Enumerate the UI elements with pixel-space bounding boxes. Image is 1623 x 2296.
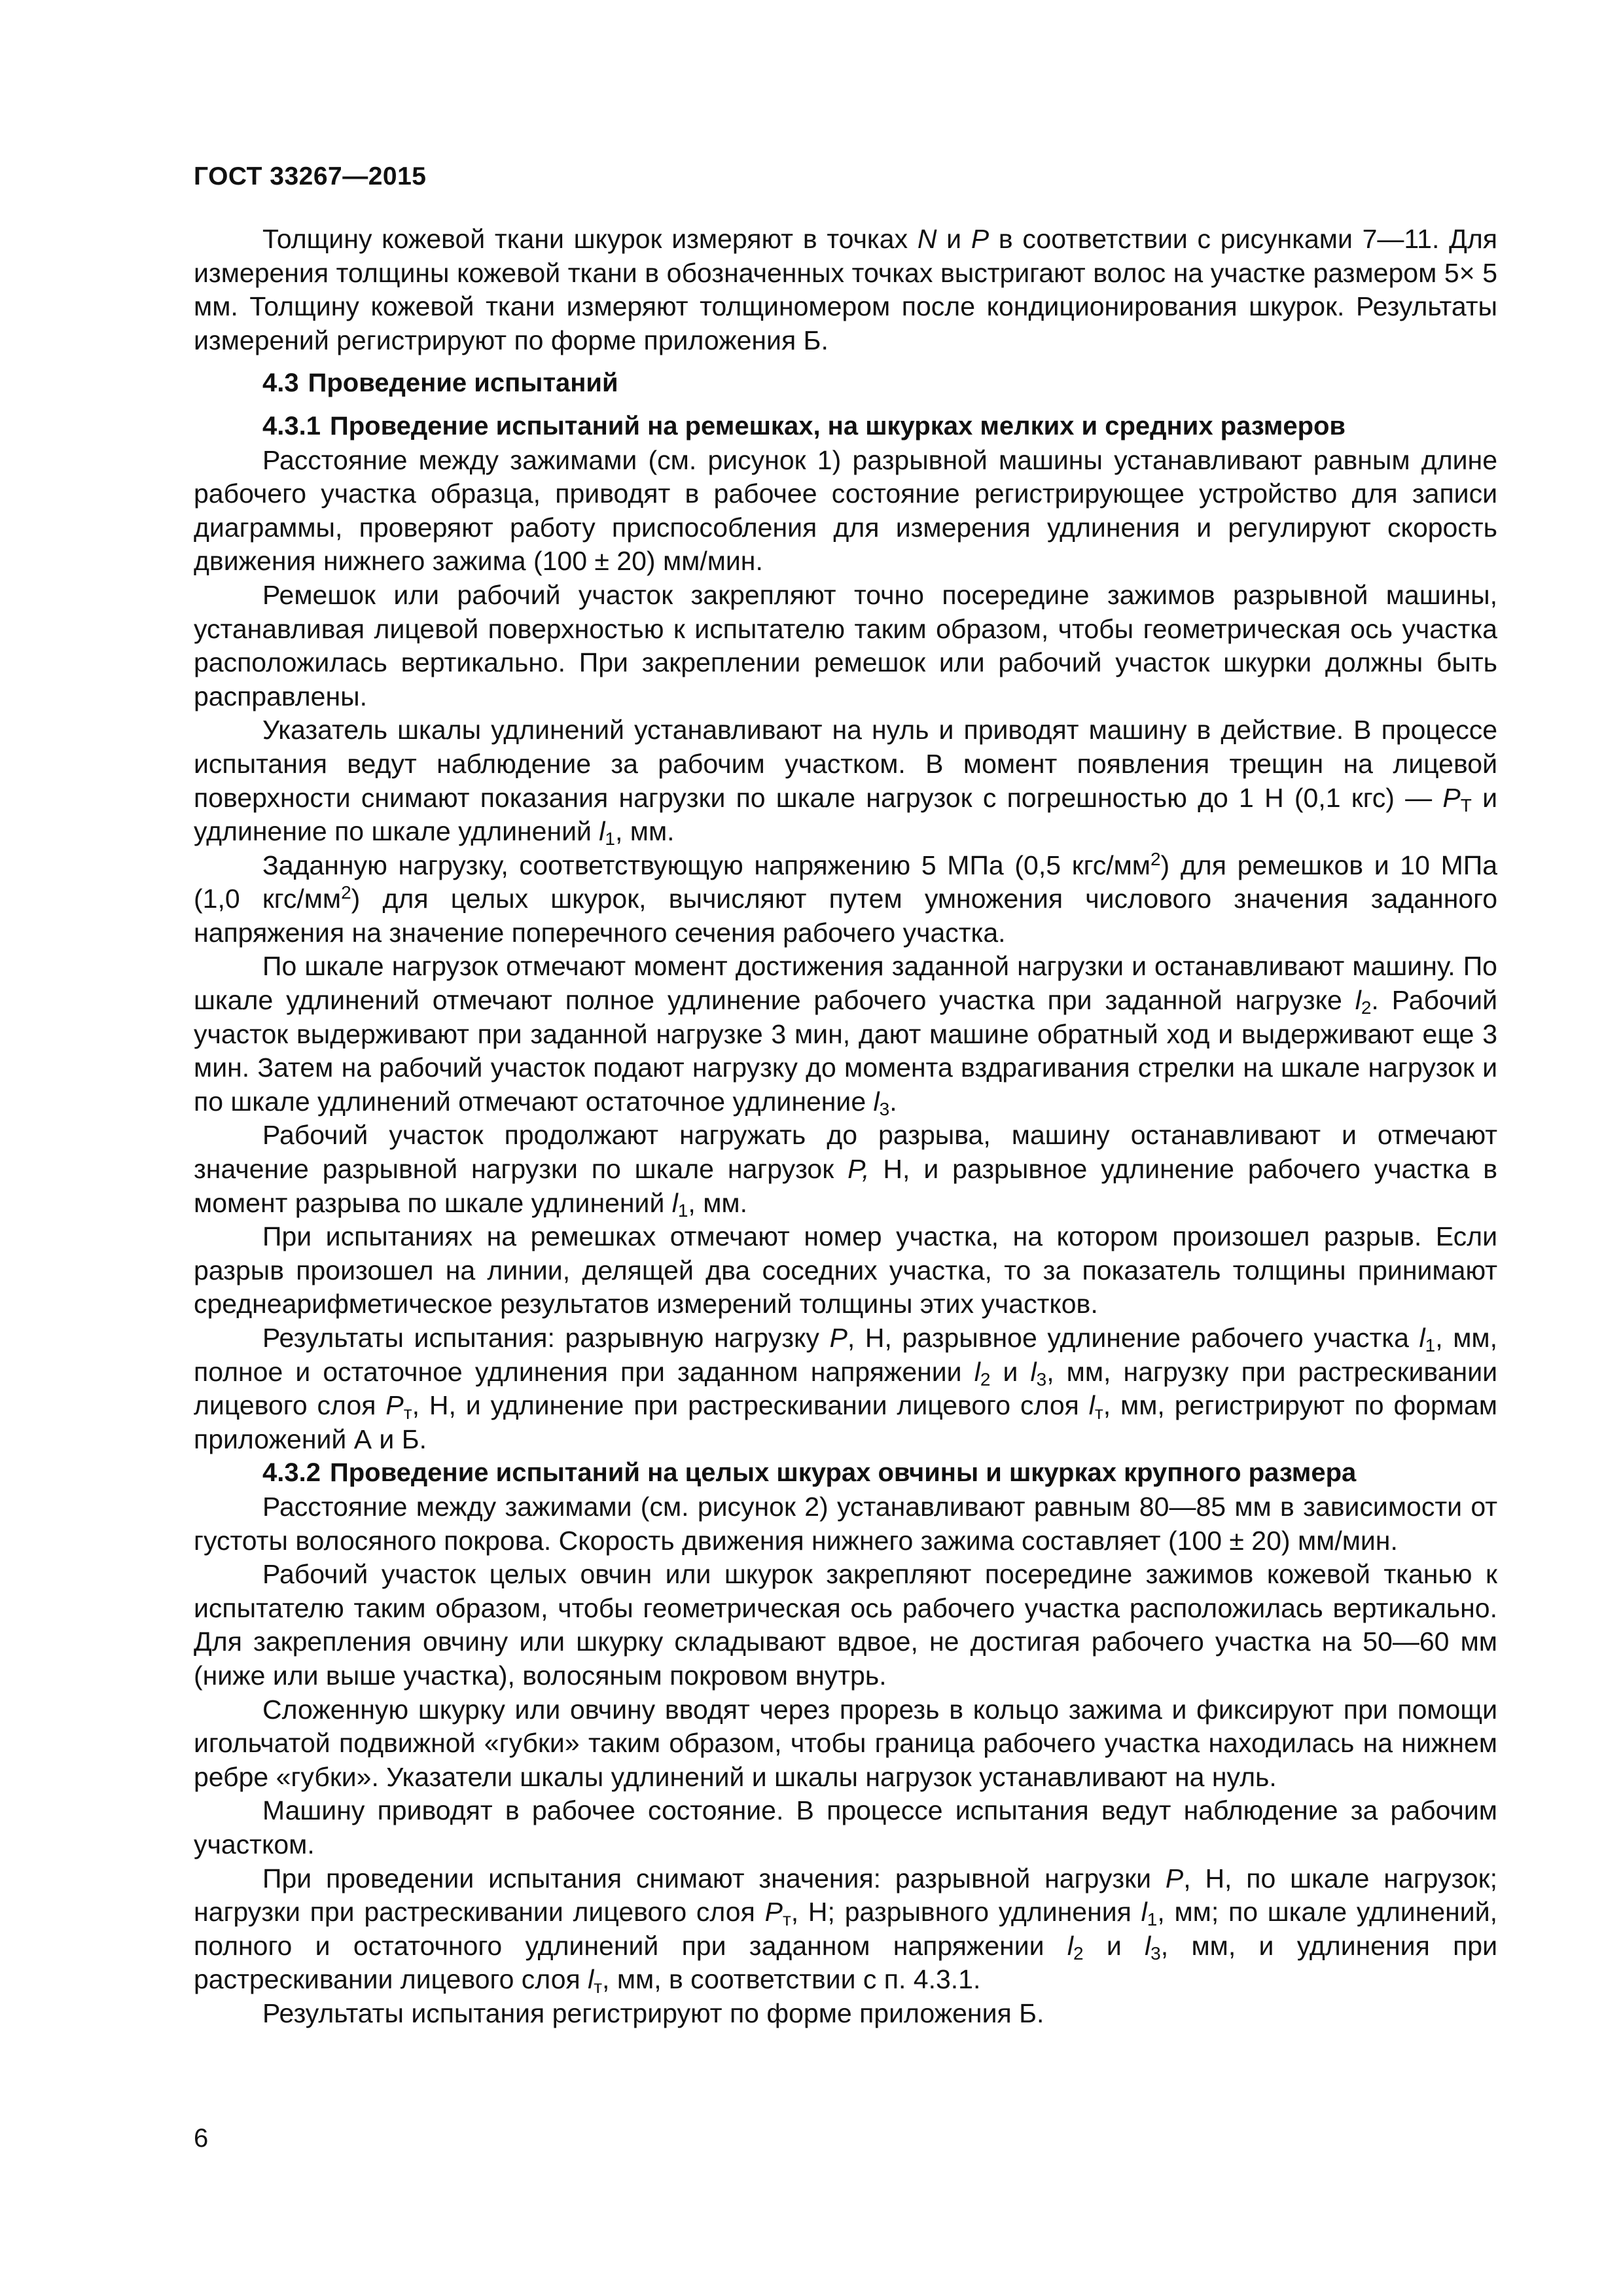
paragraph-clamp-distance: Расстояние между зажимами (см. рисунок 1) разрывной машины устанавливают равным длине рабочего участка образца, приводят в рабочее состояние регистрирующее устройство для записи диаграммы, проверяют работу приспособления для измерения удлинения и регулируют скорость движения нижнего зажима (100 ± 20) мм/мин. [194, 444, 1497, 577]
paragraph-load-scale: По шкале нагрузок отмечают момент достижения заданной нагрузки и останавливают машину. По шкале удлинений отмечают полное удлинение рабочего участка при заданной нагрузке $l_2$. Рабочий участок выдерживают при заданной нагрузке 3 мин, дают машине обратный ход и выдерживают еще 3 мин. Затем на рабочий участок подают нагрузку до момента вздрагивания стрелки на шкале нагрузок и по шкале удлинений отмечают остаточное удлинение $l_3$. [194, 951, 1497, 1119]
section-heading-4-3: 4.3 Проведение испытаний [262, 368, 618, 398]
section-heading-4-3-2: 4.3.2 Проведение испытаний на целых шкурах овчины и шкурках крупного размера [262, 1458, 1357, 1488]
paragraph-clamp-distance-large: Расстояние между зажимами (см. рисунок 2) устанавливают равным 80—85 мм в зависимости от густоты волосяного покрова. Скорость движения нижнего зажима составляет (100 ± 20) мм/мин. [194, 1491, 1497, 1556]
paragraph-sheepskin-fixing: Рабочий участок целых овчин или шкурок закрепляют посередине зажимов кожевой тканью к испытателю таким образом, чтобы геометрическая ось рабочего участка расположилась вертикально. Для закрепления овчину или шкурку складывают вдвое, не достигая рабочего участка на 50—60 мм (ниже или выше участка), волосяным покровом внутрь. [194, 1559, 1497, 1691]
paragraph-machine-ready: Машину приводят в рабочее состояние. В процессе испытания ведут наблюдение за рабочим участком. [194, 1795, 1497, 1859]
paragraph-results-4-3-2: Результаты испытания регистрируют по форме приложения Б. [262, 1998, 1044, 2028]
paragraph-elongation-scale: Указатель шкалы удлинений устанавливают на нуль и приводят машину в действие. В процессе испытания ведут наблюдение за рабочим участком. В момент появления трещин на лицевой поверхности снимают показания нагрузки по шкале нагрузок с погрешностью до 1 Н (0,1 кгс) — $P_Т$ и удлинение по шкале удлинений $l_1$, мм. [194, 715, 1497, 850]
paragraph-rupture: Рабочий участок продолжают нагружать до разрыва, машину останавливают и отмечают значение разрывной нагрузки по шкале нагрузок P, Н, и разрывное удлинение рабочего участка в момент разрыва по шкале удлинений $l_1$, мм. [194, 1120, 1498, 1221]
page-number: 6 [194, 2124, 209, 2153]
paragraph-strap-section: При испытаниях на ремешках отмечают номер участка, на котором произошел разрыв. Если разрыв произошел на линии, делящей два соседних участка, то за показатель толщины принимают среднеарифметическое результатов измерений толщины этих участков. [194, 1221, 1497, 1319]
document-header: ГОСТ 33267—2015 [194, 162, 427, 190]
section-heading-4-3-1: 4.3.1 Проведение испытаний на ремешках, на шкурках мелких и средних размеров [262, 411, 1346, 440]
paragraph-test-values: При проведении испытания снимают значения: разрывной нагрузки P, Н, по шкале нагрузок; нагрузки при растрескивании лицевого слоя $P_т$, Н; разрывного удлинения $l_1$, мм; по шкале удлинений, полного и остаточного удлинений при заданном напряжении $l_2$ и $l_3$, мм, и удлинения при растрескивании лицевого слоя $l_т$, мм, в соответствии с п. 4.3.1. [194, 1863, 1497, 1998]
document-body [194, 223, 1497, 2030]
paragraph-strap-fixing: Ремешок или рабочий участок закрепляют точно посередине зажимов разрывной машины, устанавливая лицевой поверхностью к испытателю таким образом, чтобы геометрическая ось участка расположилась вертикально. При закреплении ремешок или рабочий участок шкурки должны быть расправлены. [194, 579, 1497, 711]
paragraph-results-4-3-1: Результаты испытания: разрывную нагрузку P, Н, разрывное удлинение рабочего участка $l_1$, мм, полное и остаточное удлинения при заданном напряжении $l_2$ и $l_3$, мм, нагрузку при растрескивании лицевого слоя $P_т$, Н, и удлинение при растрескивании лицевого слоя $l_т$, мм, регистрируют по формам приложений А и Б. [194, 1323, 1497, 1454]
paragraph-set-load: Заданную нагрузку, соответствующую напряжению 5 МПа (0,5 кгс/$мм^2$) для ремешков и 10 МПа (1,0 кгс/$мм^2$) для целых шкурок, вычисляют путем умножения числового значения заданного напряжения на значение поперечного сечения рабочего участка. [194, 848, 1497, 948]
paragraph-clamp-ring: Сложенную шкурку или овчину вводят через прорезь в кольцо зажима и фиксируют при помощи игольчатой подвижной «губки» таким образом, чтобы граница рабочего участка находилась на нижнем ребре «губки». Указатели шкалы удлинений и шкалы нагрузок устанавливают на нуль. [194, 1694, 1497, 1792]
paragraph-thickness-measurement: Толщину кожевой ткани шкурок измеряют в точках N и P в соответствии с рисунками 7—11. Для измерения толщины кожевой ткани в обозначенных точках выстригают волос на участке размером 5× 5 мм. Толщину кожевой ткани измеряют толщиномером после кондиционирования шкурок. Результаты измерений регистрируют по форме приложения Б. [194, 224, 1497, 355]
